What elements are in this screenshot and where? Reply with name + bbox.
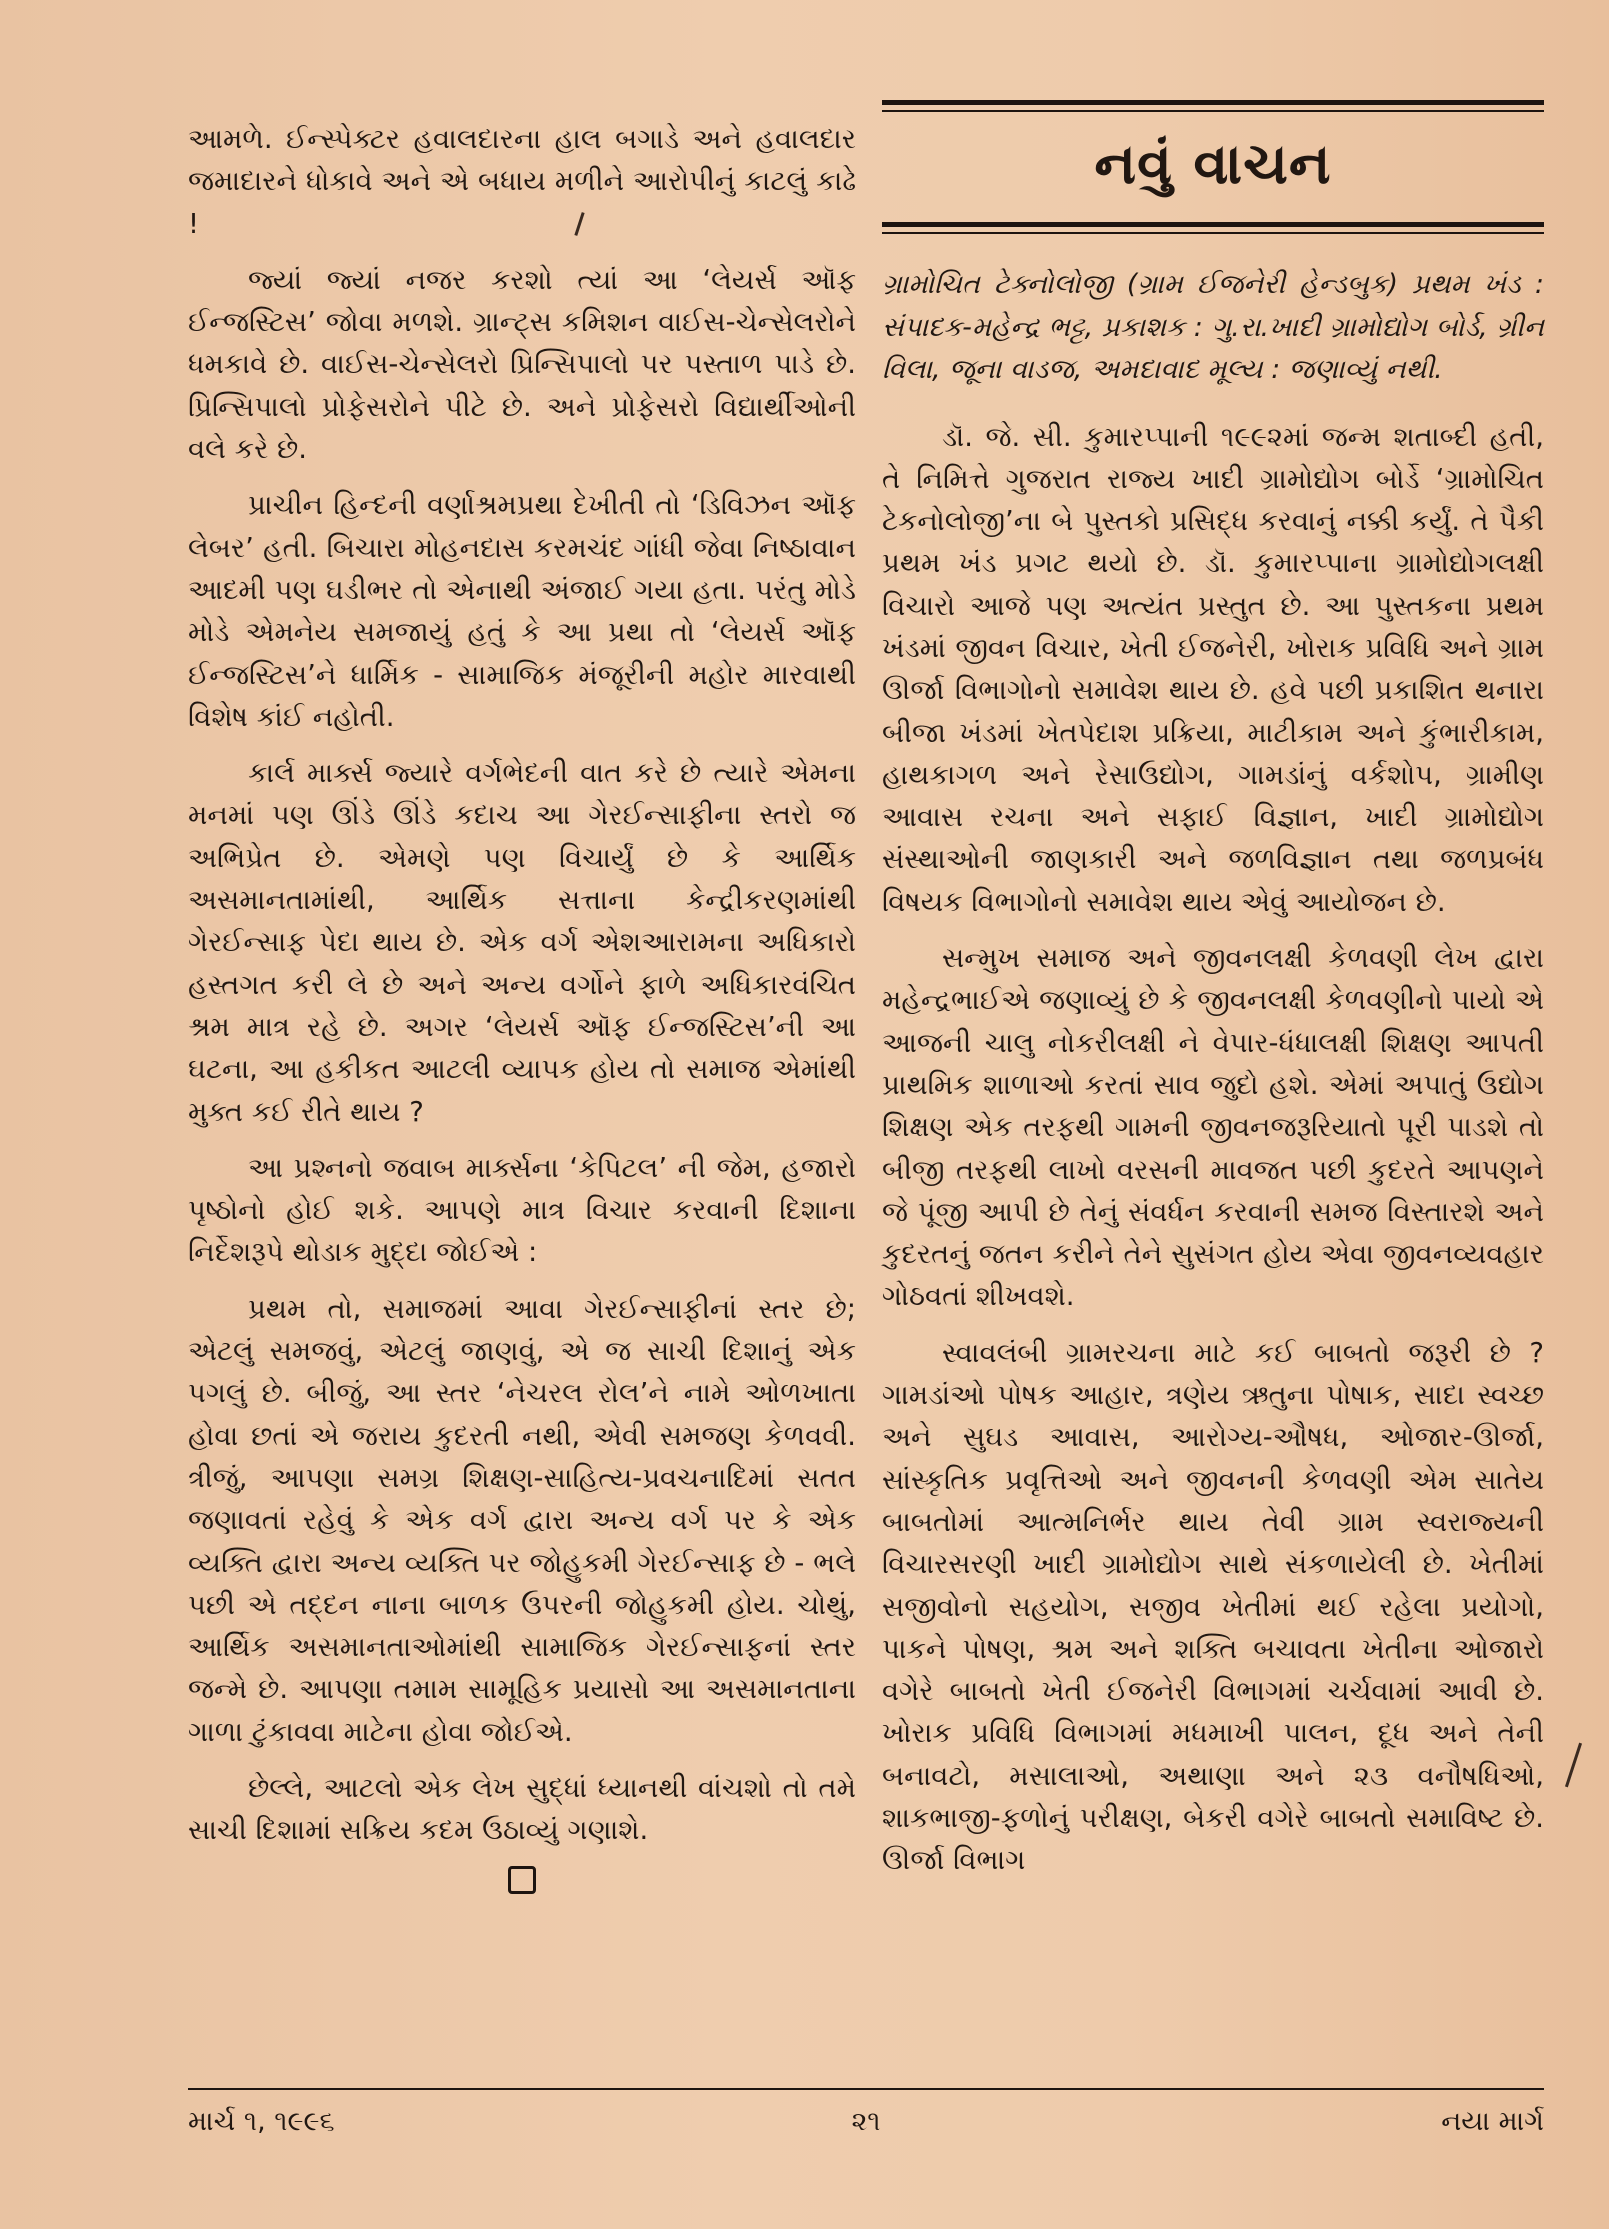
section-title: નવું વાચન <box>1094 132 1332 197</box>
right-column <box>882 100 1544 1896</box>
review-paragraph: સ્વાવલંબી ગ્રામરચના માટે કઈ બાબતો જરૂરી છે ? ગામડાંઓ પોષક આહાર, ત્રણેય ઋતુના પોષાક, સાદા સ્વચ્છ અને સુઘડ આવાસ, આરોગ્ય-ઔષધ, ઓજાર-ઊર્જા, સાંસ્કૃતિક પ્રવૃત્તિઓ અને જીવનની કેળવણી એમ સાતેય બાબતોમાં આત્મનિર્ભર થાય તેવી ગ્રામ સ્વરાજ્યની વિચારસરણી ખાદી ગ્રામોદ્યોગ સાથે સંકળાયેલી છે. ખેતીમાં સજીવોનો સહયોગ, સજીવ ખેતીમાં થઈ રહેલા પ્રયોગો, પાકને પોષણ, શ્રમ અને શક્તિ બચાવતા ખેતીના ઓજારો વગેરે બાબતો ખેતી ઈજનેરી વિભાગમાં ચર્ચવામાં આવી છે. ખોરાક પ્રવિધિ વિભાગમાં મધમાખી પાલન, દૂધ અને તેની બનાવટો, મસાલાઓ, અથાણા અને ૨૩ વનૌષધિઓ, શાકભાજી-ફળોનું પરીક્ષણ, બેકરી વગેરે બાબતો સમાવિષ્ટ છે. ઊર્જા વિભાગ <box>882 1336 1544 1877</box>
book-details: ગ્રામોચિત ટેક્નોલોજી (ગ્રામ ઈજનેરી હેન્ડબુક) પ્રથમ ખંડ : સંપાદક-મહેન્દ્ર ભટ્ટ, પ્રકાશક : ગુ.રા.ખાદી ગ્રામોદ્યોગ બોર્ડ, ગ્રીન વિલા, જૂના વાડજ, અમદાવાદ મૂલ્ય : જણાવ્યું નથી. <box>882 269 1544 385</box>
title-top-rule-thin <box>882 110 1544 112</box>
end-of-article-mark <box>508 1866 536 1894</box>
review-paragraph: સન્મુખ સમાજ અને જીવનલક્ષી કેળવણી લેખ દ્વારા મહેન્દ્રભાઈએ જણાવ્યું છે કે જીવનલક્ષી કેળવણીનો પાયો એ આજની ચાલુ નોકરીલક્ષી ને વેપાર-ધંધાલક્ષી શિક્ષણ આપતી પ્રાથમિક શાળાઓ કરતાં સાવ જુદો હશે. એમાં અપાતું ઉદ્યોગ શિક્ષણ એક તરફથી ગામની જીવનજરૂરિયાતો પૂરી પાડશે તો બીજી તરફથી લાખો વરસની માવજત પછી કુદરતે આપણને જે પૂંજી આપી છે તેનું સંવર્ધન કરવાની સમજ વિસ્તારશે અને કુદરતનું જતન કરીને તેને સુસંગત હોય એવા જીવનવ્યવહાર ગોઠવતાં શીખવશે. <box>882 942 1544 1313</box>
article-paragraph: આ પ્રશ્નનો જવાબ માર્ક્સના ‘કેપિટલ’ ની જેમ, હજારો પૃષ્ઠોનો હોઈ શકે. આપણે માત્ર વિચાર કરવાની દિશાના નિર્દેશરૂપે થોડાક મુદ્દા જોઈએ : <box>188 1151 856 1269</box>
left-column <box>188 118 856 1894</box>
article-paragraph: પ્રથમ તો, સમાજમાં આવા ગેરઈન્સાફીનાં સ્તર છે; એટલું સમજવું, એટલું જાણવું, એ જ સાચી દિશાનું એક પગલું છે. બીજું, આ સ્તર ‘નેચરલ રોલ’ને નામે ઓળખાતા હોવા છતાં એ જરાય કુદરતી નથી, એવી સમજણ કેળવવી. ત્રીજું, આપણા સમગ્ર શિક્ષણ-સાહિત્ય-પ્રવચનાદિમાં સતત જણાવતાં રહેવું કે એક વર્ગ દ્વારા અન્ય વર્ગ પર કે એક વ્યક્તિ દ્વારા અન્ય વ્યક્તિ પર જોહુકમી ગેરઈન્સાફ છે - ભલે પછી એ તદ્દન નાના બાળક ઉપરની જોહુકમી હોય. ચોથું, આર્થિક અસમાનતાઓમાંથી સામાજિક ગેરઈન્સાફનાં સ્તર જન્મે છે. આપણા તમામ સામૂહિક પ્રયાસો આ અસમાનતાના ગાળા ટુંકાવવા માટેના હોવા જોઈએ. <box>188 1292 856 1748</box>
article-paragraph: કાર્લ માર્ક્સ જ્યારે વર્ગભેદની વાત કરે છે ત્યારે એમના મનમાં પણ ઊંડે ઊંડે કદાચ આ ગેરઈન્સાફીના સ્તરો જ અભિપ્રેત છે. એમણે પણ વિચાર્યું છે કે આર્થિક અસમાનતામાંથી, આર્થિક સત્તાના કેન્દ્રીકરણમાંથી ગેરઈન્સાફ પેદા થાય છે. એક વર્ગ એશઆરામના અધિકારો હસ્તગત કરી લે છે અને અન્ય વર્ગોને ફાળે અધિકારવંચિત શ્રમ માત્ર રહે છે. અગર ‘લેયર્સ ઑફ ઈન્જસ્ટિસ’ની આ ઘટના, આ હકીકત આટલી વ્યાપક હોય તો સમાજ એમાંથી મુક્ત કઈ રીતે થાય ? <box>188 757 856 1128</box>
pen-mark <box>1565 1743 1582 1788</box>
page-number: ૨૧ <box>851 2106 881 2137</box>
title-top-rule <box>882 100 1544 105</box>
article-paragraph: આમળે. ઈન્સ્પેક્ટર હવાલદારના હાલ બગાડે અને હવાલદાર જમાદારને ધોકાવે અને એ બધાય મળીને આરોપીનું કાટલું કાઢે ! <box>188 123 856 240</box>
page-footer <box>188 2100 1544 2144</box>
article-paragraph: છેલ્લે, આટલો એક લેખ સુદ્ધાં ધ્યાનથી વાંચશો તો તમે સાચી દિશામાં સક્રિય કદમ ઉઠાવ્યું ગણાશે. <box>188 1771 856 1847</box>
article-paragraph: પ્રાચીન હિન્દની વર્ણાશ્રમપ્રથા દેખીતી તો ‘ડિવિઝન ઑફ લેબર’ હતી. બિચારા મોહનદાસ કરમચંદ ગાંધી જેવા નિષ્ઠાવાન આદમી પણ ઘડીભર તો એનાથી અંજાઈ ગયા હતા. પરંતુ મોડે મોડે એમનેય સમજાયું હતું કે આ પ્રથા તો ‘લેયર્સ ઑફ ઈન્જસ્ટિસ’ને ધાર્મિક - સામાજિક મંજૂરીની મહોર મારવાથી વિશેષ કાંઈ નહોતી. <box>188 489 856 733</box>
review-paragraph: ડૉ. જે. સી. કુમારપ્પાની ૧૯૯૨માં જન્મ શતાબ્દી હતી, તે નિમિત્તે ગુજરાત રાજ્ય ખાદી ગ્રામોદ્યોગ બોર્ડે ‘ગ્રામોચિત ટેકનોલોજી’ના બે પુસ્તકો પ્રસિદ્ધ કરવાનું નક્કી કર્યું. તે પૈકી પ્રથમ ખંડ પ્રગટ થયો છે. ડૉ. કુમારપ્પાના ગ્રામોદ્યોગલક્ષી વિચારો આજે પણ અત્યંત પ્રસ્તુત છે. આ પુસ્તકના પ્રથમ ખંડમાં જીવન વિચાર, ખેતી ઈજનેરી, ખોરાક પ્રવિધિ અને ગ્રામ ઊર્જા વિભાગોનો સમાવેશ થાય છે. હવે પછી પ્રકાશિત થનારા બીજા ખંડમાં ખેતપેદાશ પ્રક્રિયા, માટીકામ અને કુંભારીકામ, હાથકાગળ અને રેસાઉદ્યોગ, ગામડાંનું વર્કશોપ, ગ્રામીણ આવાસ રચના અને સફાઈ વિજ્ઞાન, ખાદી ગ્રામોદ્યોગ સંસ્થાઓની જાણકારી અને જળવિજ્ઞાન તથા જળપ્રબંધ વિષયક વિભાગોનો સમાવેશ થાય એવું આયોજન છે. <box>882 420 1544 918</box>
publication-name: નયા માર્ગ <box>1441 2106 1544 2137</box>
footer-rule <box>188 2088 1544 2090</box>
title-bottom-rule <box>882 222 1544 227</box>
article-paragraph: જ્યાં જ્યાં નજર કરશો ત્યાં આ ‘લેયર્સ ઑફ ઈન્જસ્ટિસ’ જોવા મળશે. ગ્રાન્ટ્સ કમિશન વાઈસ-ચેન્સેલરોને ધમકાવે છે. વાઈસ-ચેન્સેલરો પ્રિન્સિપાલો પર પસ્તાળ પાડે છે. પ્રિન્સિપાલો પ્રોફેસરોને પીટે છે. અને પ્રોફેસરો વિદ્યાર્થીઓની વલે કરે છે. <box>188 263 856 466</box>
footer-date: માર્ચ ૧, ૧૯૯૬ <box>188 2106 335 2137</box>
title-bottom-rule-thin <box>882 232 1544 234</box>
